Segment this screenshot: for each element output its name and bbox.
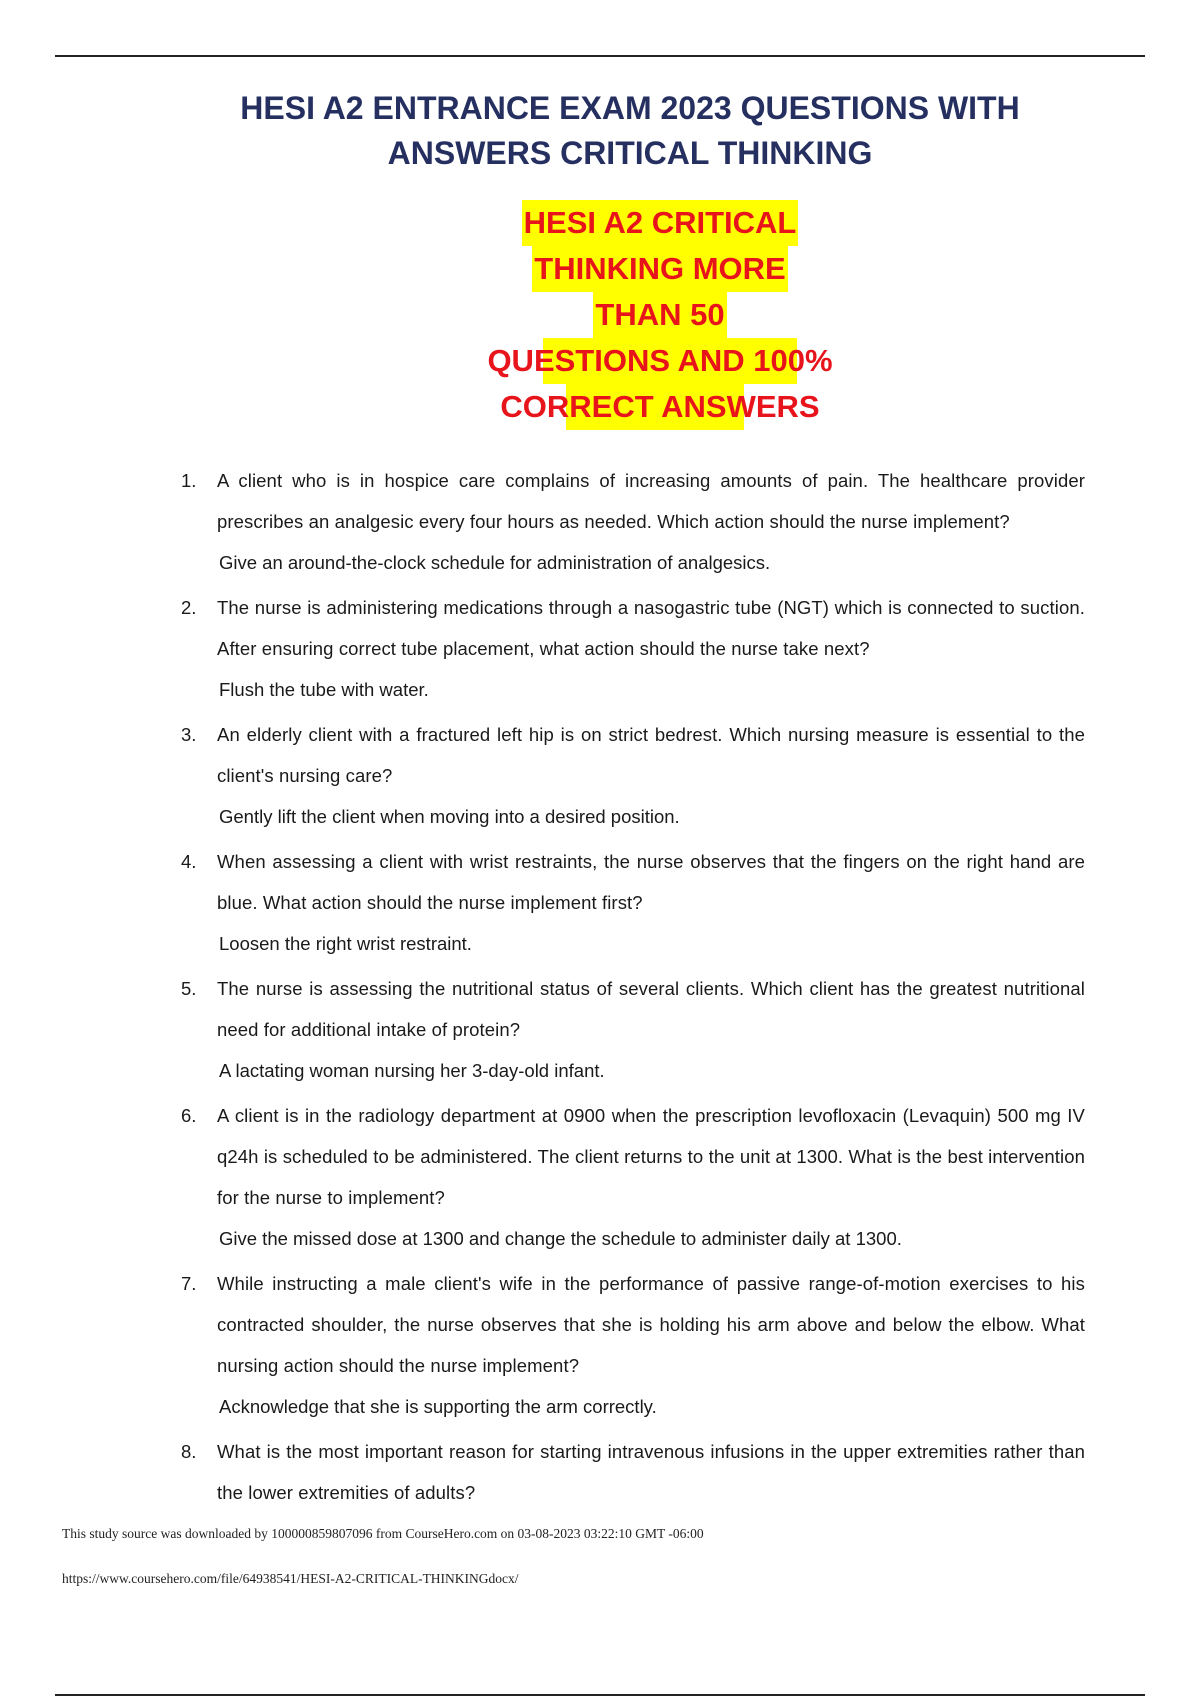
question-text: The nurse is assessing the nutritional status of several clients. Which client has the greatest nutritional need for additional intake of protein? [217,978,1085,1040]
subtitle-line: CORRECT ANSWERS [498,384,821,430]
document-title [150,86,1110,176]
question-item [165,1263,1085,1427]
subtitle-line: THAN 50 [593,292,726,338]
question-item [165,841,1085,964]
answer-text: Loosen the right wrist restraint. [219,933,472,954]
subtitle-line: THINKING MORE [532,246,787,292]
highlighted-subtitle [430,200,890,430]
answer-text: Give an around-the-clock schedule for administration of analgesics. [219,552,771,573]
question-number: 8. [181,1441,197,1462]
question-item [165,968,1085,1091]
top-rule [55,55,1145,57]
question-text: A client is in the radiology department at 0900 when the prescription levofloxacin (Levaquin) 500 mg IV q24h is scheduled to be administered. The client returns to the unit at 1300. What is the best intervention for the nurse to implement? [217,1105,1085,1208]
question-number: 2. [181,597,197,618]
question-text: When assessing a client with wrist restraints, the nurse observes that the fingers on the right hand are blue. What action should the nurse implement first? [217,851,1085,913]
subtitle-line: HESI A2 CRITICAL [522,200,799,246]
subtitle-line: QUESTIONS AND 100% [485,338,834,384]
download-source-notice: This study source was downloaded by 100000859807096 from CourseHero.com on 03-08-2023 03:22:10 GMT -06:00 [62,1526,704,1541]
answer-text: Give the missed dose at 1300 and change the schedule to administer daily at 1300. [219,1228,902,1249]
title-line-2: ANSWERS CRITICAL THINKING [387,135,873,171]
question-text: While instructing a male client's wife in the performance of passive range-of-motion exercises to his contracted shoulder, the nurse observes that she is holding his arm above and below the elbow. What nursing action should the nurse implement? [217,1273,1085,1376]
bottom-rule [55,1694,1145,1696]
title-line-1: HESI A2 ENTRANCE EXAM 2023 QUESTIONS WITH [240,90,1020,126]
question-item [165,587,1085,710]
answer-text: A lactating woman nursing her 3-day-old infant. [219,1060,605,1081]
question-item [165,460,1085,583]
answer-text: Gently lift the client when moving into a desired position. [219,806,680,827]
question-number: 1. [181,470,197,491]
answer-text: Flush the tube with water. [219,679,429,700]
source-url[interactable]: https://www.coursehero.com/file/64938541/HESI-A2-CRITICAL-THINKINGdocx/ [62,1571,519,1586]
question-item [165,1095,1085,1259]
question-item [165,714,1085,837]
question-number: 7. [181,1273,197,1294]
question-number: 4. [181,851,197,872]
question-number: 6. [181,1105,197,1126]
question-list [165,460,1085,1513]
question-number: 3. [181,724,197,745]
question-text: A client who is in hospice care complains of increasing amounts of pain. The healthcare provider prescribes an analgesic every four hours as needed. Which action should the nurse implement? [217,470,1085,532]
question-number: 5. [181,978,197,999]
question-text: An elderly client with a fractured left hip is on strict bedrest. Which nursing measure is essential to the client's nursing care? [217,724,1085,786]
question-text: What is the most important reason for starting intravenous infusions in the upper extremities rather than the lower extremities of adults? [217,1441,1085,1503]
answer-text: Acknowledge that she is supporting the arm correctly. [219,1396,657,1417]
question-item [165,1431,1085,1513]
question-text: The nurse is administering medications through a nasogastric tube (NGT) which is connected to suction. After ensuring correct tube placement, what action should the nurse take next? [217,597,1085,659]
